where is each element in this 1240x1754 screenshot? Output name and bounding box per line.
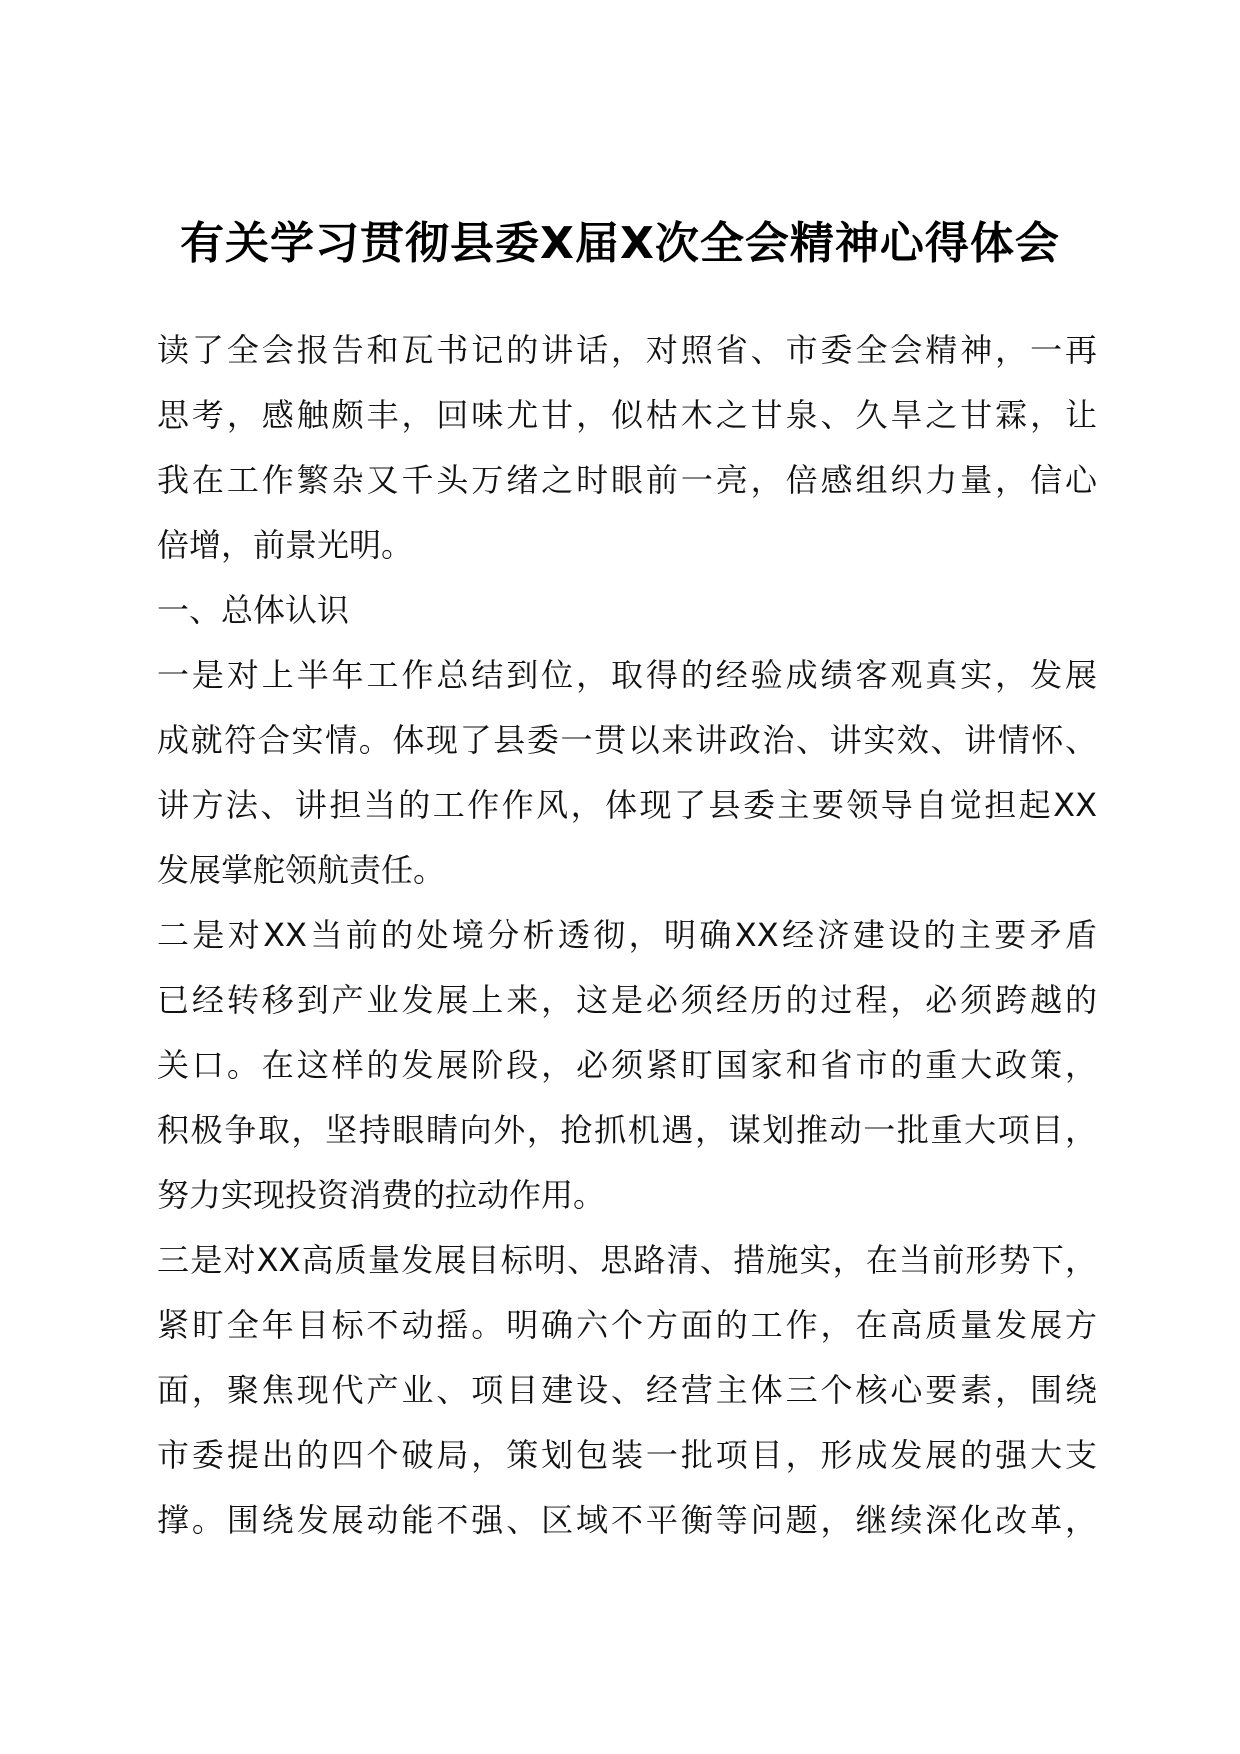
body-line: 倍增，前景光明。 bbox=[157, 526, 414, 564]
body-line: 讲方法、讲担当的工作作风，体现了县委主要领导自觉担起XX bbox=[157, 786, 1097, 824]
document-body bbox=[157, 318, 1097, 1553]
body-line: 一是对上半年工作总结到位，取得的经验成绩客观真实，发展 bbox=[157, 656, 1097, 694]
body-line: 发展掌舵领航责任。 bbox=[157, 851, 446, 889]
body-line: 已经转移到产业发展上来，这是必须经历的过程，必须跨越的 bbox=[157, 981, 1097, 1019]
body-line: 思考，感触颇丰，回味尤甘，似枯木之甘泉、久旱之甘霖，让 bbox=[157, 396, 1097, 434]
document-title: 有关学习贯彻县委X届X次全会精神心得体会 bbox=[180, 218, 1060, 269]
body-line: 二是对XX当前的处境分析透彻，明确XX经济建设的主要矛盾 bbox=[157, 916, 1097, 954]
body-line: 努力实现投资消费的拉动作用。 bbox=[157, 1176, 606, 1214]
body-line: 我在工作繁杂又千头万绪之时眼前一亮，倍感组织力量，信心 bbox=[157, 461, 1097, 499]
section-heading: 一、总体认识 bbox=[157, 591, 350, 629]
body-line: 面，聚焦现代产业、项目建设、经营主体三个核心要素，围绕 bbox=[157, 1371, 1097, 1409]
body-line: 读了全会报告和瓦书记的讲话，对照省、市委全会精神，一再 bbox=[157, 331, 1097, 369]
body-line: 三是对XX高质量发展目标明、思路清、措施实，在当前形势下， bbox=[157, 1241, 1097, 1279]
body-line: 市委提出的四个破局，策划包装一批项目，形成发展的强大支 bbox=[157, 1436, 1097, 1474]
body-line: 成就符合实情。体现了县委一贯以来讲政治、讲实效、讲情怀、 bbox=[157, 721, 1097, 759]
body-line: 关口。在这样的发展阶段，必须紧盯国家和省市的重大政策， bbox=[157, 1046, 1097, 1084]
body-line: 积极争取，坚持眼睛向外，抢抓机遇，谋划推动一批重大项目， bbox=[157, 1111, 1097, 1149]
body-line: 撑。围绕发展动能不强、区域不平衡等问题，继续深化改革， bbox=[157, 1501, 1097, 1539]
body-line: 紧盯全年目标不动摇。明确六个方面的工作，在高质量发展方 bbox=[157, 1306, 1097, 1344]
